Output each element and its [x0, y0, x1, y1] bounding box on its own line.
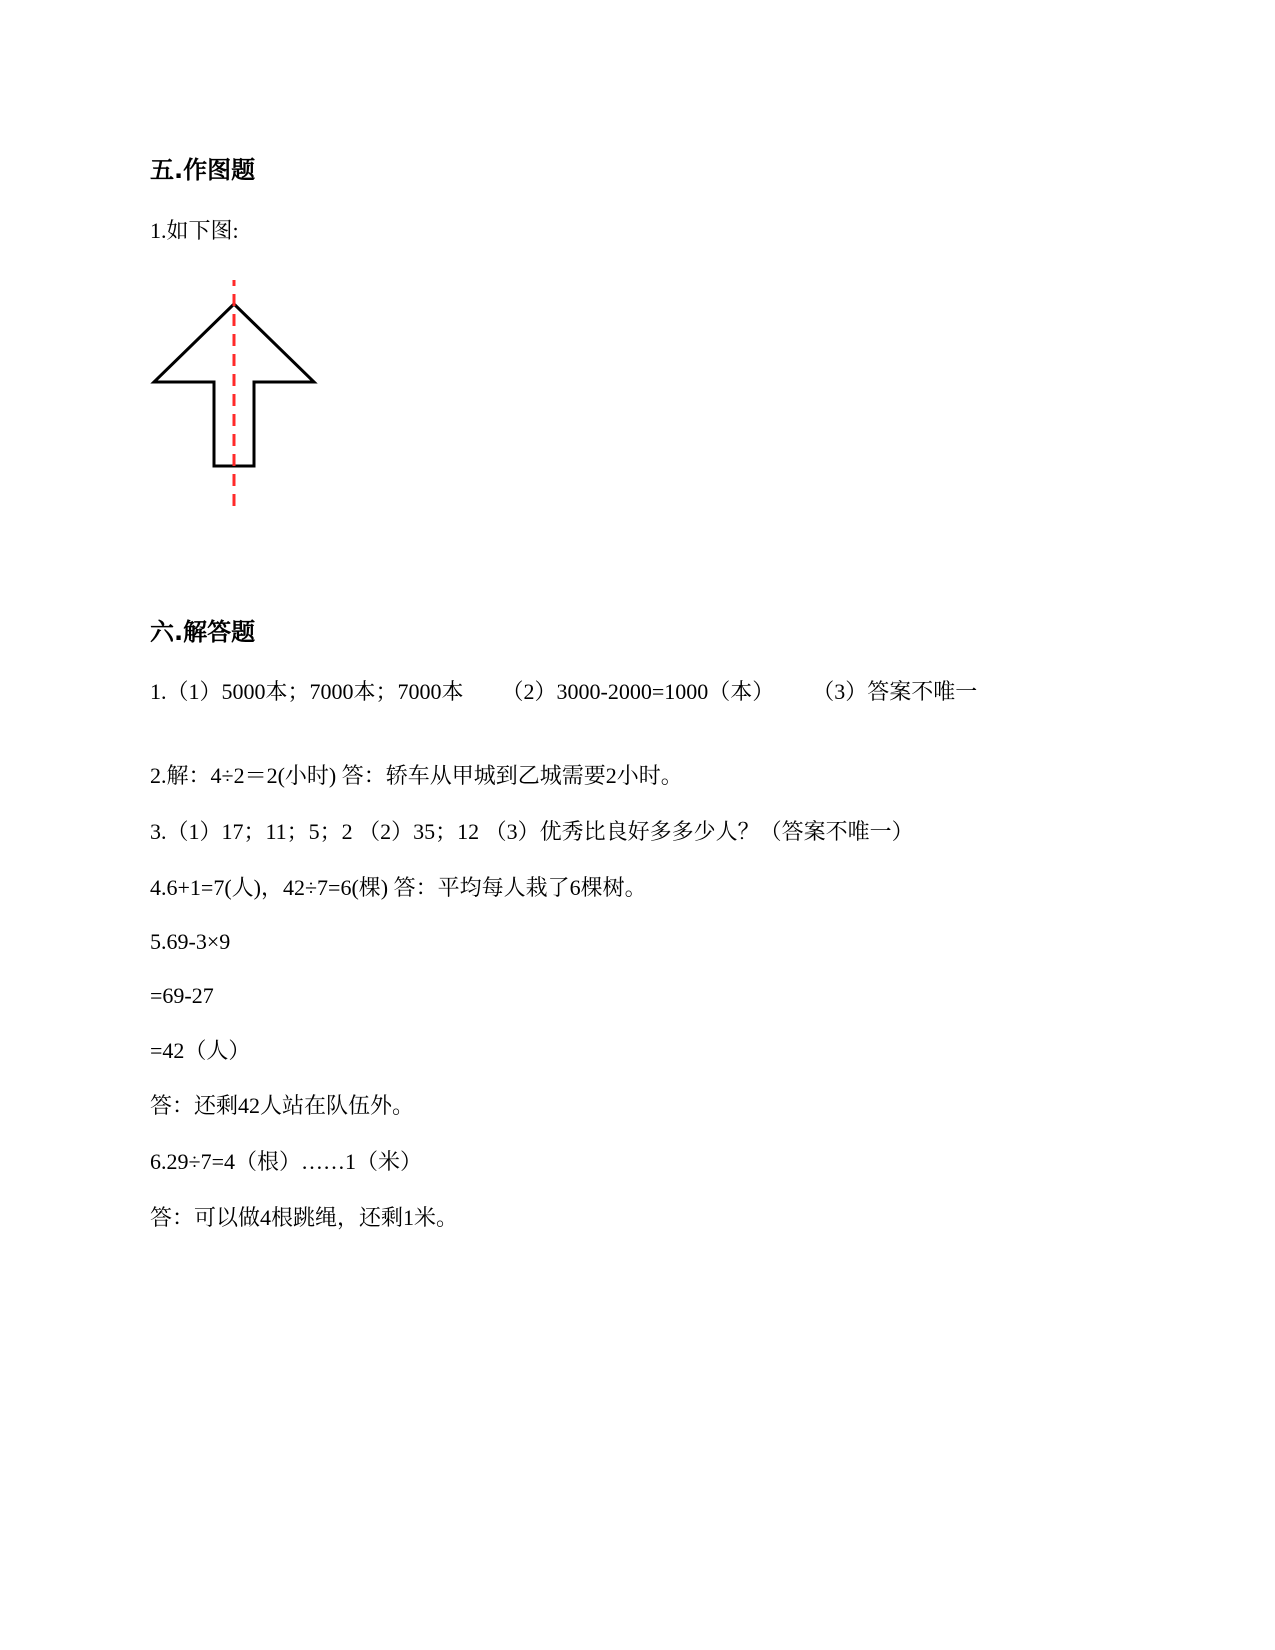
answer-6-line-2: 答：可以做4根跳绳，还剩1米。	[150, 1205, 459, 1230]
answer-5-line-3: =42（人）	[150, 1038, 251, 1063]
drawing-question-1: 1.如下图:	[150, 218, 239, 243]
answer-1-part-3: （3）答案不唯一	[812, 679, 978, 704]
answer-2: 2.解：4÷2＝2(小时) 答：轿车从甲城到乙城需要2小时。	[150, 763, 683, 788]
answer-5-line-4: 答：还剩42人站在队伍外。	[150, 1093, 415, 1118]
section-heading-answers: 六.解答题	[150, 618, 256, 646]
answer-1	[150, 681, 977, 703]
answer-5-line-2: =69-27	[150, 983, 214, 1008]
section-heading-drawing: 五.作图题	[150, 156, 256, 184]
answer-6-line-1: 6.29÷7=4（根）……1（米）	[150, 1149, 422, 1174]
answer-4: 4.6+1=7(人)，42÷7=6(棵) 答：平均每人栽了6棵树。	[150, 875, 647, 900]
symmetric-arrow-figure	[148, 280, 328, 540]
answer-1-part-2: （2）3000-2000=1000（本）	[501, 679, 775, 704]
answer-3: 3.（1）17；11；5；2 （2）35；12 （3）优秀比良好多多少人？（答案不唯一）	[150, 819, 914, 844]
answer-5-line-1: 5.69-3×9	[150, 929, 231, 954]
answer-1-part-1: 1.（1）5000本；7000本；7000本	[150, 679, 464, 704]
